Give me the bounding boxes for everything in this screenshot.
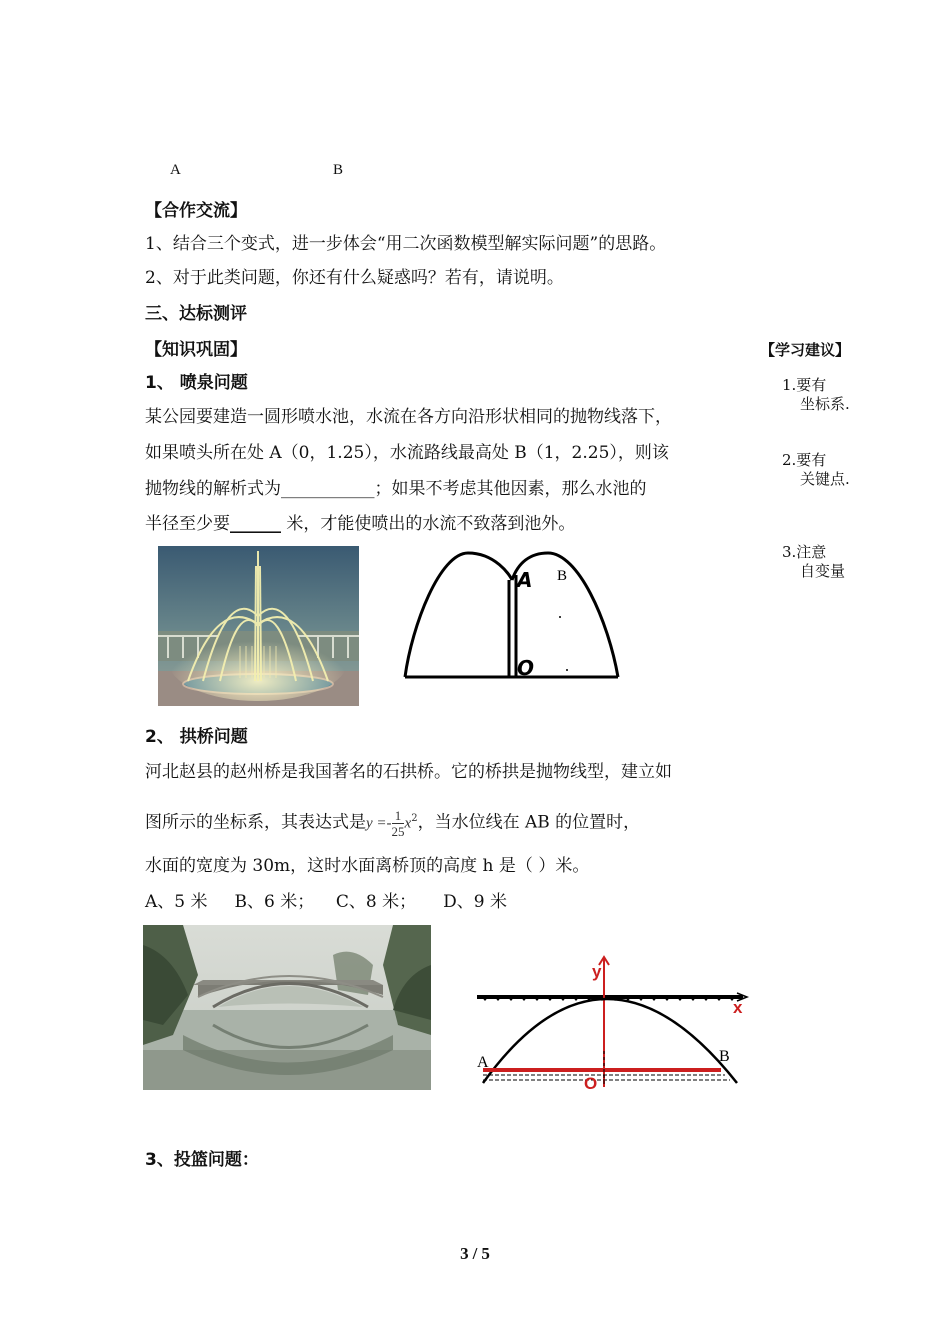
sidebar-heading: 【学习建议】 (760, 341, 851, 359)
fountain-photo (158, 546, 359, 706)
q2-line-2 (145, 797, 640, 846)
q2-equation-var: x (404, 815, 412, 832)
sidebar-tip-3-line-2: 自变量 (800, 562, 846, 580)
q2-line-2-start: 图所示的坐标系，其表达式是 (145, 812, 366, 833)
page-separator: / (472, 1244, 478, 1263)
fountain-label-a: A (517, 568, 533, 592)
q1-line-2: 如果喷头所在处 A（0，1.25），水流路线最高处 B（1，2.25），则该 (145, 443, 669, 463)
page-number (0, 1244, 950, 1264)
page-total: 5 (481, 1244, 490, 1263)
q1-line-3: 抛物线的解析式为___________；如果不考虑其他因素，那么水池的 (145, 479, 647, 499)
sidebar-tip-2-line-2: 关键点. (800, 470, 850, 488)
q2-line-1: 河北赵县的赵州桥是我国著名的石拱桥。它的桥拱是抛物线型，建立如 (145, 762, 672, 782)
q1-line-1: 某公园要建造一圆形喷水池，水流在各方向沿形状相同的抛物线落下， (145, 407, 672, 427)
fraction-denominator: 25 (391, 823, 405, 839)
q1-line-4 (145, 512, 575, 536)
top-label-a: A (170, 162, 181, 178)
q1-line-4-start: 半径至少要 (145, 514, 230, 534)
coop-item-1: 1、结合三个变式，进一步体会“用二次函数模型解实际问题”的思路。 (145, 234, 667, 254)
coop-heading: 【合作交流】 (145, 201, 247, 221)
bridge-label-o: O (584, 1074, 598, 1090)
bridge-diagram (475, 955, 750, 1090)
q1-line-4-end: 米，才能使喷出的水流不致落到池外。 (281, 514, 576, 534)
top-label-b: B (333, 162, 344, 178)
sidebar-tip-2-line-1: 2.要有 (782, 451, 827, 469)
q2-options: A、5 米 B、6 米； C、8 米； D、9 米 (145, 892, 507, 912)
q1-radius-blank: ______ (230, 514, 281, 534)
section-3-heading: 三、达标测评 (145, 304, 247, 324)
fountain-label-o: O (517, 656, 535, 680)
sidebar-tip-3-line-1: 3.注意 (782, 543, 827, 561)
q3-title: 3、投篮问题： (145, 1150, 259, 1170)
knowledge-heading: 【知识巩固】 (145, 340, 247, 360)
q2-title: 2、 拱桥问题 (145, 727, 248, 747)
fraction-numerator: 1 (392, 808, 405, 824)
fountain-label-b: B (557, 568, 568, 584)
q2-line-2-end: ，当水位线在 AB 的位置时， (417, 812, 641, 833)
bridge-label-a: A (477, 1054, 489, 1071)
bridge-label-y: y (592, 962, 602, 981)
sidebar-tip-1-line-2: 坐标系. (800, 395, 850, 413)
bridge-photo (143, 925, 431, 1090)
q1-title: 1、 喷泉问题 (145, 373, 248, 393)
fountain-diagram (400, 545, 625, 680)
q2-equation-exponent: 2 (411, 813, 418, 824)
coop-item-2: 2、对于此类问题，你还有什么疑惑吗？若有，请说明。 (145, 268, 564, 288)
q2-line-3: 水面的宽度为 30m，这时水面离桥顶的高度 h 是（ ）米。 (145, 856, 590, 876)
q2-equation-lhs: y =- (366, 815, 392, 832)
page-current: 3 (460, 1244, 469, 1263)
bridge-label-b: B (719, 1048, 730, 1065)
sidebar-tip-1-line-1: 1.要有 (782, 376, 827, 394)
q2-equation-fraction (392, 808, 405, 839)
bridge-label-x: x (733, 998, 743, 1017)
